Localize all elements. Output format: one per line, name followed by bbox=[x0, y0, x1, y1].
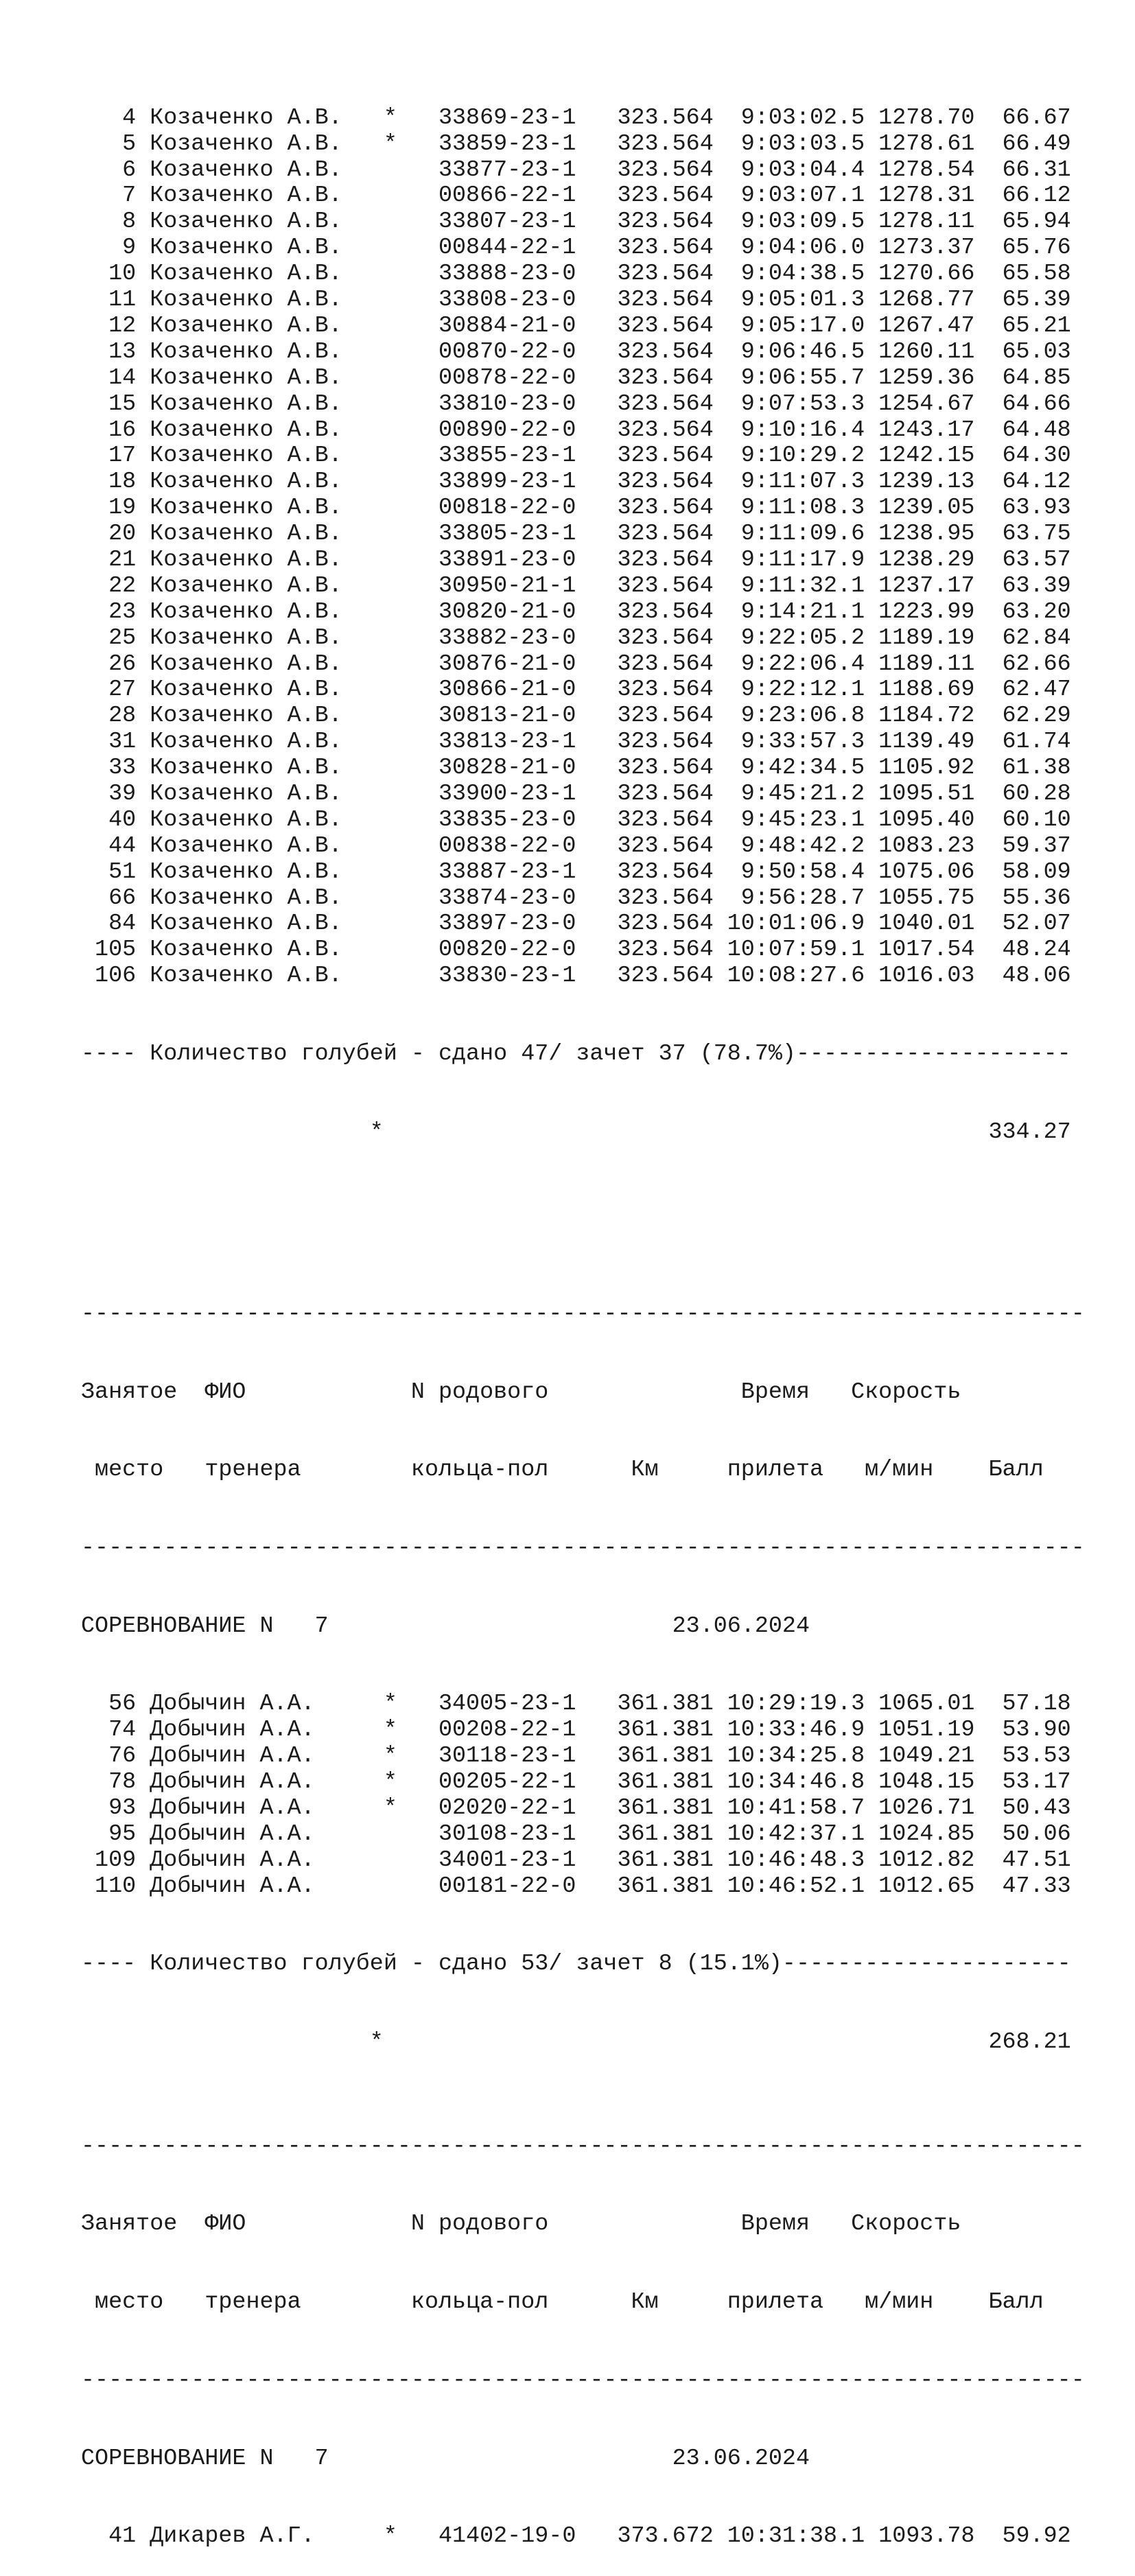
block-dobychin-rows bbox=[81, 1691, 1085, 1899]
block-dobychin-total: * 268.21 bbox=[81, 2029, 1071, 2056]
result-row: 21 Козаченко А.В. 33891-23-0 323.564 9:11:17.9 1238.29 63.57 bbox=[81, 546, 1071, 573]
result-row: 28 Козаченко А.В. 30813-21-0 323.564 9:23:06.8 1184.72 62.29 bbox=[81, 703, 1071, 729]
result-row: 4 Козаченко А.В. * 33869-23-1 323.564 9:03:02.5 1278.70 66.67 bbox=[81, 104, 1071, 131]
block-kozachenko-total: * 334.27 bbox=[81, 1119, 1071, 1145]
table-header-row-2: место тренера кольца-пол Км прилета м/мин Балл bbox=[81, 2289, 1044, 2316]
result-row: 25 Козаченко А.В. 33882-23-0 323.564 9:22:05.2 1189.19 62.84 bbox=[81, 624, 1071, 651]
block-dikarev-rows bbox=[81, 2524, 1085, 2550]
result-row: 109 Добычин А.А. 34001-23-1 361.381 10:46:48.3 1012.82 47.51 bbox=[81, 1847, 1071, 1873]
result-row: 5 Козаченко А.В. * 33859-23-1 323.564 9:03:03.5 1278.61 66.49 bbox=[81, 130, 1071, 157]
result-row: 19 Козаченко А.В. 00818-22-0 323.564 9:11:08.3 1239.05 63.93 bbox=[81, 495, 1071, 522]
result-row: 39 Козаченко А.В. 33900-23-1 323.564 9:45:21.2 1095.51 60.28 bbox=[81, 780, 1071, 807]
table-rule: ------------------------------------------------------------------------- bbox=[81, 2133, 1085, 2159]
table-rule: ------------------------------------------------------------------------- bbox=[81, 1535, 1085, 1562]
result-row: 95 Добычин А.А. 30108-23-1 361.381 10:42:37.1 1024.85 50.06 bbox=[81, 1820, 1071, 1847]
result-row: 33 Козаченко А.В. 30828-21-0 323.564 9:42:34.5 1105.92 61.38 bbox=[81, 755, 1071, 782]
result-row: 76 Добычин А.А. * 30118-23-1 361.381 10:34:25.8 1049.21 53.53 bbox=[81, 1743, 1071, 1770]
result-row: 14 Козаченко А.В. 00878-22-0 323.564 9:06:55.7 1259.36 64.85 bbox=[81, 364, 1071, 391]
result-row: 40 Козаченко А.В. 33835-23-0 323.564 9:45:23.1 1095.40 60.10 bbox=[81, 806, 1071, 833]
result-row: 11 Козаченко А.В. 33808-23-0 323.564 9:05:01.3 1268.77 65.39 bbox=[81, 287, 1071, 314]
result-row: 56 Добычин А.А. * 34005-23-1 361.381 10:29:19.3 1065.01 57.18 bbox=[81, 1691, 1071, 1718]
result-row: 16 Козаченко А.В. 00890-22-0 323.564 9:10:16.4 1243.17 64.48 bbox=[81, 417, 1071, 443]
table-rule: ------------------------------------------------------------------------- bbox=[81, 1300, 1085, 1327]
result-row: 44 Козаченко А.В. 00838-22-0 323.564 9:48:42.2 1083.23 59.37 bbox=[81, 832, 1071, 859]
result-row: 22 Козаченко А.В. 30950-21-1 323.564 9:11:32.1 1237.17 63.39 bbox=[81, 572, 1071, 599]
result-row: 110 Добычин А.А. 00181-22-0 361.381 10:46:52.1 1012.65 47.33 bbox=[81, 1873, 1071, 1899]
block-dobychin-summary: ---- Количество голубей - сдано 53/ зачет 8 (15.1%)--------------------- bbox=[81, 1951, 1071, 1978]
result-row: 6 Козаченко А.В. 33877-23-1 323.564 9:03:04.4 1278.54 66.31 bbox=[81, 156, 1071, 183]
result-row: 15 Козаченко А.В. 33810-23-0 323.564 9:07:53.3 1254.67 64.66 bbox=[81, 390, 1071, 417]
result-row: 66 Козаченко А.В. 33874-23-0 323.564 9:56:28.7 1055.75 55.36 bbox=[81, 885, 1071, 911]
result-row: 18 Козаченко А.В. 33899-23-1 323.564 9:11:07.3 1239.13 64.12 bbox=[81, 469, 1071, 495]
table-header-row-1: Занятое ФИО N родового Время Скорость bbox=[81, 1379, 961, 1405]
result-row: 7 Козаченко А.В. 00866-22-1 323.564 9:03:07.1 1278.31 66.12 bbox=[81, 183, 1071, 209]
result-row: 13 Козаченко А.В. 00870-22-0 323.564 9:06:46.5 1260.11 65.03 bbox=[81, 338, 1071, 365]
block-kozachenko-rows bbox=[81, 106, 1085, 990]
block-kozachenko-summary: ---- Количество голубей - сдано 47/ зачет 37 (78.7%)-------------------- bbox=[81, 1040, 1071, 1067]
competition-title: СОРЕВНОВАНИЕ N 7 23.06.2024 bbox=[81, 2445, 810, 2472]
table-header-row-1: Занятое ФИО N родового Время Скорость bbox=[81, 2211, 961, 2238]
result-row: 10 Козаченко А.В. 33888-23-0 323.564 9:04:38.5 1270.66 65.58 bbox=[81, 261, 1071, 288]
result-row: 74 Добычин А.А. * 00208-22-1 361.381 10:33:46.9 1051.19 53.90 bbox=[81, 1717, 1071, 1744]
table-header-row-2: место тренера кольца-пол Км прилета м/мин Балл bbox=[81, 1457, 1044, 1484]
result-row: 23 Козаченко А.В. 30820-21-0 323.564 9:14:21.1 1223.99 63.20 bbox=[81, 598, 1071, 625]
competition-title: СОРЕВНОВАНИЕ N 7 23.06.2024 bbox=[81, 1613, 810, 1639]
result-row: 84 Козаченко А.В. 33897-23-0 323.564 10:01:06.9 1040.01 52.07 bbox=[81, 911, 1071, 937]
result-row: 17 Козаченко А.В. 33855-23-1 323.564 9:10:29.2 1242.15 64.30 bbox=[81, 443, 1071, 469]
result-row: 78 Добычин А.А. * 00205-22-1 361.381 10:34:46.8 1048.15 53.17 bbox=[81, 1769, 1071, 1796]
result-row: 41 Дикарев А.Г. * 41402-19-0 373.672 10:31:38.1 1093.78 59.92 bbox=[81, 2523, 1071, 2550]
result-row: 20 Козаченко А.В. 33805-23-1 323.564 9:11:09.6 1238.95 63.75 bbox=[81, 521, 1071, 548]
result-row: 12 Козаченко А.В. 30884-21-0 323.564 9:05:17.0 1267.47 65.21 bbox=[81, 312, 1071, 339]
results-printout bbox=[81, 54, 1085, 2576]
result-row: 51 Козаченко А.В. 33887-23-1 323.564 9:50:58.4 1075.06 58.09 bbox=[81, 858, 1071, 885]
result-row: 31 Козаченко А.В. 33813-23-1 323.564 9:33:57.3 1139.49 61.74 bbox=[81, 729, 1071, 756]
result-row: 8 Козаченко А.В. 33807-23-1 323.564 9:03:09.5 1278.11 65.94 bbox=[81, 209, 1071, 235]
result-row: 105 Козаченко А.В. 00820-22-0 323.564 10:07:59.1 1017.54 48.24 bbox=[81, 937, 1071, 963]
result-row: 93 Добычин А.А. * 02020-22-1 361.381 10:41:58.7 1026.71 50.43 bbox=[81, 1795, 1071, 1821]
result-row: 27 Козаченко А.В. 30866-21-0 323.564 9:22:12.1 1188.69 62.47 bbox=[81, 677, 1071, 703]
result-row: 9 Козаченко А.В. 00844-22-1 323.564 9:04:06.0 1273.37 65.76 bbox=[81, 235, 1071, 261]
result-row: 106 Козаченко А.В. 33830-23-1 323.564 10:08:27.6 1016.03 48.06 bbox=[81, 963, 1071, 990]
result-row: 26 Козаченко А.В. 30876-21-0 323.564 9:22:06.4 1189.11 62.66 bbox=[81, 651, 1071, 677]
spacer bbox=[81, 1197, 1085, 1223]
table-rule: ------------------------------------------------------------------------- bbox=[81, 2367, 1085, 2393]
